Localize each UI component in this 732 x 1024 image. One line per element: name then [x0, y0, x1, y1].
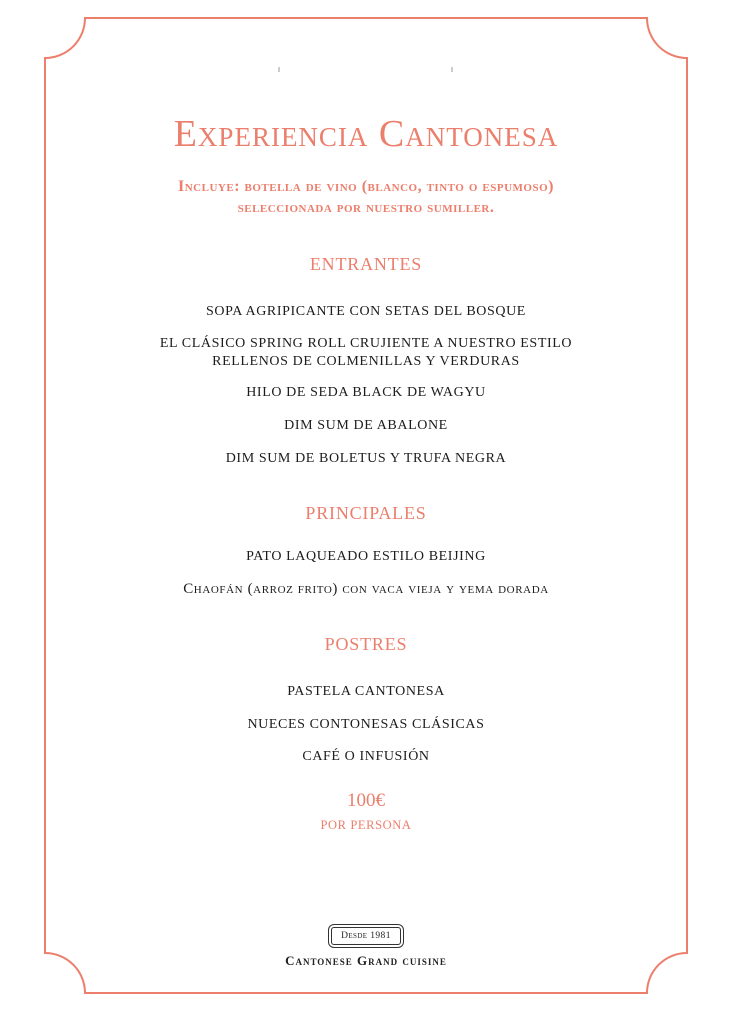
menu-item: DIM SUM DE BOLETUS Y TRUFA NEGRA: [225, 451, 507, 466]
since-badge: Desde 1981: [331, 927, 401, 945]
subtitle-line-1: Incluye: botella de vino (blanco, tinto o espumoso): [178, 178, 554, 195]
menu-item: PASTELA CANTONESA: [287, 684, 445, 699]
menu-item: Chaofán (arroz frito) con vaca vieja y yema dorada: [183, 581, 549, 597]
menu-item: PATO LAQUEADO ESTILO BEIJING: [246, 549, 486, 564]
menu-item: EL CLÁSICO SPRING ROLL CRUJIENTE A NUESTRO ESTILO: [159, 336, 573, 351]
price-amount: 100€: [347, 790, 385, 811]
price-note: POR PERSONA: [320, 818, 412, 832]
menu-subtitle: [0, 176, 732, 218]
menu-item: NUECES CONTONESAS CLÁSICAS: [247, 717, 485, 732]
section-title-postres: POSTRES: [324, 634, 408, 654]
menu-item: RELLENOS DE COLMENILLAS Y VERDURAS: [212, 354, 520, 369]
menu-item: CAFÉ O INFUSIÓN: [302, 749, 430, 764]
subtitle-line-2: seleccionada por nuestro sumiller.: [237, 199, 495, 216]
menu-item: HILO DE SEDA BLACK DE WAGYU: [246, 385, 486, 400]
section-title-principales: PRINCIPALES: [305, 503, 427, 523]
menu-title: Experiencia Cantonesa: [173, 113, 559, 155]
brand-name: Cantonese Grand cuisine: [285, 953, 447, 968]
menu-item: SOPA AGRIPICANTE CON SETAS DEL BOSQUE: [206, 304, 526, 319]
section-title-entrantes: ENTRANTES: [309, 254, 423, 274]
menu-item: DIM SUM DE ABALONE: [284, 418, 448, 433]
